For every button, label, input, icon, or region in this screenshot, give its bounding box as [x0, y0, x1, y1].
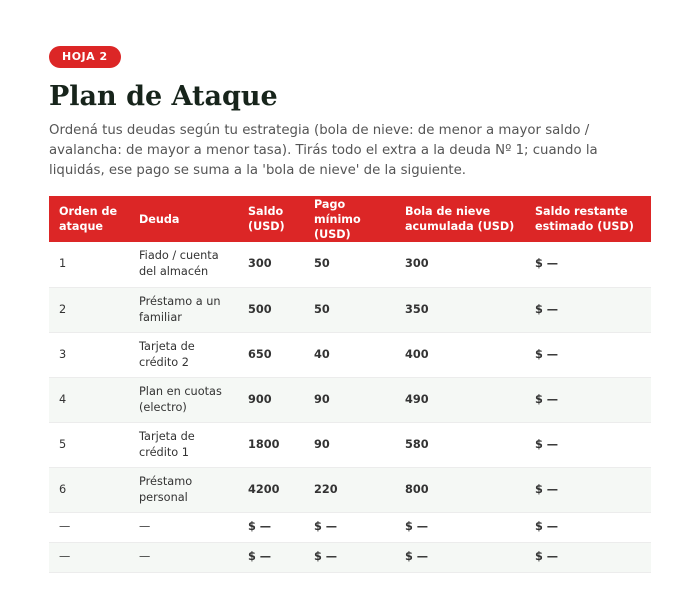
cell-debt[interactable]: —	[129, 542, 238, 572]
cell-debt[interactable]: Tarjeta de crédito 2	[129, 332, 238, 377]
cell-remaining[interactable]: $ —	[525, 422, 651, 467]
cell-debt[interactable]: Fiado / cuenta del almacén	[129, 242, 238, 287]
table-row	[49, 377, 651, 422]
cell-debt[interactable]: Plan en cuotas (electro)	[129, 377, 238, 422]
table-row	[49, 332, 651, 377]
cell-snowball[interactable]: 490	[395, 377, 525, 422]
cell-snowball[interactable]: $ —	[395, 512, 525, 542]
cell-debt[interactable]: Préstamo a un familiar	[129, 287, 238, 332]
cell-min-payment[interactable]: 50	[304, 287, 395, 332]
header-cell-balance: Saldo (USD)	[238, 196, 304, 242]
page-title: Plan de Ataque	[49, 81, 278, 112]
table-row	[49, 287, 651, 332]
cell-min-payment[interactable]: $ —	[304, 512, 395, 542]
cell-balance[interactable]: 650	[238, 332, 304, 377]
cell-balance[interactable]: 1800	[238, 422, 304, 467]
cell-remaining[interactable]: $ —	[525, 332, 651, 377]
cell-remaining[interactable]: $ —	[525, 512, 651, 542]
cell-balance[interactable]: 4200	[238, 467, 304, 512]
cell-order[interactable]: —	[49, 512, 129, 542]
cell-remaining[interactable]: $ —	[525, 242, 651, 287]
table-body	[49, 242, 651, 572]
cell-remaining[interactable]: $ —	[525, 287, 651, 332]
table-header	[49, 196, 651, 242]
cell-order[interactable]: 5	[49, 422, 129, 467]
cell-remaining[interactable]: $ —	[525, 542, 651, 572]
cell-balance[interactable]: 300	[238, 242, 304, 287]
cell-min-payment[interactable]: 90	[304, 377, 395, 422]
cell-min-payment[interactable]: 50	[304, 242, 395, 287]
table-row	[49, 242, 651, 287]
cell-snowball[interactable]: 300	[395, 242, 525, 287]
table-row	[49, 422, 651, 467]
cell-order[interactable]: 3	[49, 332, 129, 377]
cell-debt[interactable]: Préstamo personal	[129, 467, 238, 512]
cell-balance[interactable]: 900	[238, 377, 304, 422]
page-subtitle: Ordená tus deudas según tu estrategia (bola de nieve: de menor a mayor saldo / avalancha: de mayor a menor tasa). Tirás todo el extra a la deuda Nº 1; cuando la liquidás, ese pago se suma a la 'bola de nieve' de la siguiente.	[49, 123, 598, 178]
header-cell-min-payment: Pago mínimo (USD)	[304, 196, 395, 242]
cell-min-payment[interactable]: 220	[304, 467, 395, 512]
cell-balance[interactable]: $ —	[238, 542, 304, 572]
cell-snowball[interactable]: 350	[395, 287, 525, 332]
cell-order[interactable]: —	[49, 542, 129, 572]
cell-min-payment[interactable]: 90	[304, 422, 395, 467]
cell-snowball[interactable]: 580	[395, 422, 525, 467]
cell-snowball[interactable]: $ —	[395, 542, 525, 572]
header-cell-debt: Deuda	[129, 196, 238, 242]
cell-order[interactable]: 2	[49, 287, 129, 332]
cell-order[interactable]: 1	[49, 242, 129, 287]
cell-debt[interactable]: —	[129, 512, 238, 542]
cell-snowball[interactable]: 400	[395, 332, 525, 377]
table-row	[49, 467, 651, 512]
sheet-badge: HOJA 2	[49, 46, 121, 68]
table-row	[49, 542, 651, 572]
cell-balance[interactable]: $ —	[238, 512, 304, 542]
header-cell-order: Orden de ataque	[49, 196, 129, 242]
cell-order[interactable]: 4	[49, 377, 129, 422]
cell-snowball[interactable]: 800	[395, 467, 525, 512]
cell-min-payment[interactable]: 40	[304, 332, 395, 377]
cell-debt[interactable]: Tarjeta de crédito 1	[129, 422, 238, 467]
cell-remaining[interactable]: $ —	[525, 467, 651, 512]
header-row	[49, 196, 651, 242]
cell-remaining[interactable]: $ —	[525, 377, 651, 422]
table-row	[49, 512, 651, 542]
attack-plan-table	[49, 196, 651, 573]
header-cell-snowball: Bola de nieve acumulada (USD)	[395, 196, 525, 242]
cell-order[interactable]: 6	[49, 467, 129, 512]
header-cell-remaining: Saldo restante estimado (USD)	[525, 196, 651, 242]
cell-min-payment[interactable]: $ —	[304, 542, 395, 572]
cell-balance[interactable]: 500	[238, 287, 304, 332]
